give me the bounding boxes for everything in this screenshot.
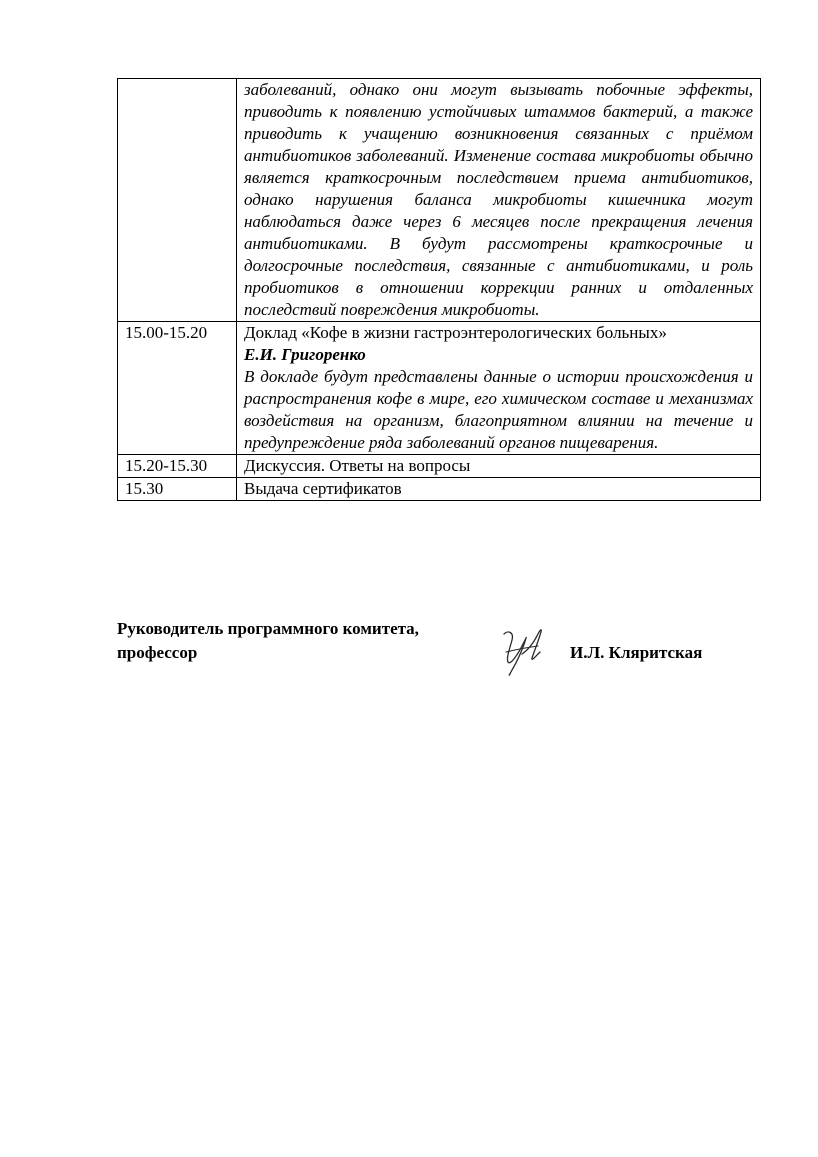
talk-description: заболеваний, однако они могут вызывать побочные эффекты, приводить к появлению устойчивых штаммов бактерий, а также приводить к учащению возникновения связанных с приёмом антибиотиков заболеваний. Изменение состава микробиоты обычно является краткосрочным последствием приема антибиотиков, однако нарушения баланса микробиоты кишечника могут наблюдаться даже через 6 месяцев после прекращения лечения антибиотиками. В будут рассмотрены краткосрочные и долгосрочные последствия, связанные с антибиотиками, и роль пробиотиков в отношении коррекции ранних и отдаленных последствий повреждения микробиоты.: [244, 80, 753, 319]
table-row: [118, 455, 761, 478]
signatory-position-line1: Руководитель программного комитета,: [117, 619, 419, 638]
table-row: [118, 478, 761, 501]
content-cell: [237, 79, 761, 322]
time-cell: 15.30: [118, 478, 237, 501]
time-cell: 15.00-15.20: [118, 322, 237, 455]
signatory-position-line2: профессор: [117, 643, 198, 662]
content-cell: [237, 455, 761, 478]
program-table: [117, 78, 761, 501]
content-cell: [237, 478, 761, 501]
handwritten-signature: [498, 624, 556, 680]
talk-title: Доклад «Кофе в жизни гастроэнтерологических больных»: [244, 323, 667, 342]
speaker-name: Е.И. Григоренко: [244, 345, 366, 364]
content-cell: [237, 322, 761, 455]
session-title: Дискуссия. Ответы на вопросы: [244, 456, 471, 475]
time-cell: [118, 79, 237, 322]
signatory-title: [117, 617, 419, 665]
session-title: Выдача сертификатов: [244, 479, 402, 498]
signatory-name: И.Л. Кляритская: [570, 643, 703, 662]
talk-description: В докладе будут представлены данные о истории происхождения и распространения кофе в мире, его химическом составе и механизмах воздействия на организм, благоприятном влиянии на течение и предупреждение ряда заболеваний органов пищеварения.: [244, 367, 753, 452]
table-row: [118, 79, 761, 322]
table-row: [118, 322, 761, 455]
time-cell: 15.20-15.30: [118, 455, 237, 478]
